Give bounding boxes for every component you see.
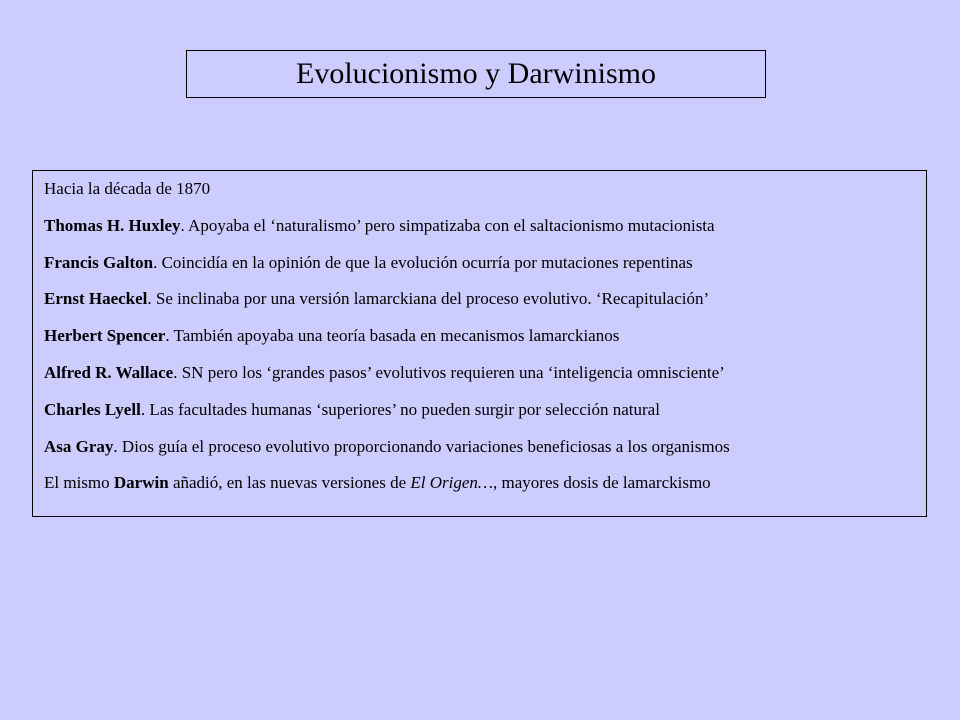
entry-text: . También apoyaba una teoría basada en mecanismos lamarckianos: [165, 326, 620, 346]
closing-line: [44, 473, 926, 493]
entry-huxley: [44, 216, 926, 236]
entry-name: Herbert Spencer: [44, 326, 166, 346]
intro-line: Hacia la década de 1870: [44, 179, 211, 198]
content-box: [32, 170, 927, 517]
entry-lyell: [44, 400, 926, 420]
entry-text: . Se inclinaba por una versión lamarckiana del proceso evolutivo. ‘Recapitulación’: [147, 289, 710, 309]
entry-text: . Coincidía en la opinión de que la evolución ocurría por mutaciones repentinas: [153, 252, 693, 272]
closing-middle: añadió, en las nuevas versiones de: [168, 473, 411, 493]
entry-wallace: [44, 363, 926, 383]
entry-gray: [44, 437, 926, 457]
closing-prefix: El mismo: [44, 473, 114, 493]
entry-haeckel: [44, 289, 926, 309]
entry-name: Ernst Haeckel: [44, 289, 148, 309]
entry-name: Thomas H. Huxley: [44, 215, 181, 235]
entry-text: . Apoyaba el ‘naturalismo’ pero simpatizaba con el saltacionismo mutacionista: [180, 215, 715, 235]
title-box: [186, 50, 766, 98]
entry-name: Asa Gray: [44, 436, 114, 456]
entry-galton: [44, 253, 926, 273]
closing-name: Darwin: [113, 473, 169, 493]
entry-spencer: [44, 326, 926, 346]
closing-suffix: , mayores dosis de lamarckismo: [493, 473, 711, 493]
entry-name: Charles Lyell: [44, 399, 141, 419]
entry-name: Alfred R. Wallace: [44, 362, 174, 382]
slide-title: Evolucionismo y Darwinismo: [296, 57, 656, 90]
entry-text: . Dios guía el proceso evolutivo proporcionando variaciones beneficiosas a los organismos: [113, 436, 730, 456]
entry-text: . Las facultades humanas ‘superiores’ no pueden surgir por selección natural: [140, 399, 660, 419]
entry-name: Francis Galton: [44, 252, 154, 272]
book-title: El Origen…: [410, 473, 494, 493]
entry-text: . SN pero los ‘grandes pasos’ evolutivos requieren una ‘inteligencia omnisciente’: [173, 362, 725, 382]
